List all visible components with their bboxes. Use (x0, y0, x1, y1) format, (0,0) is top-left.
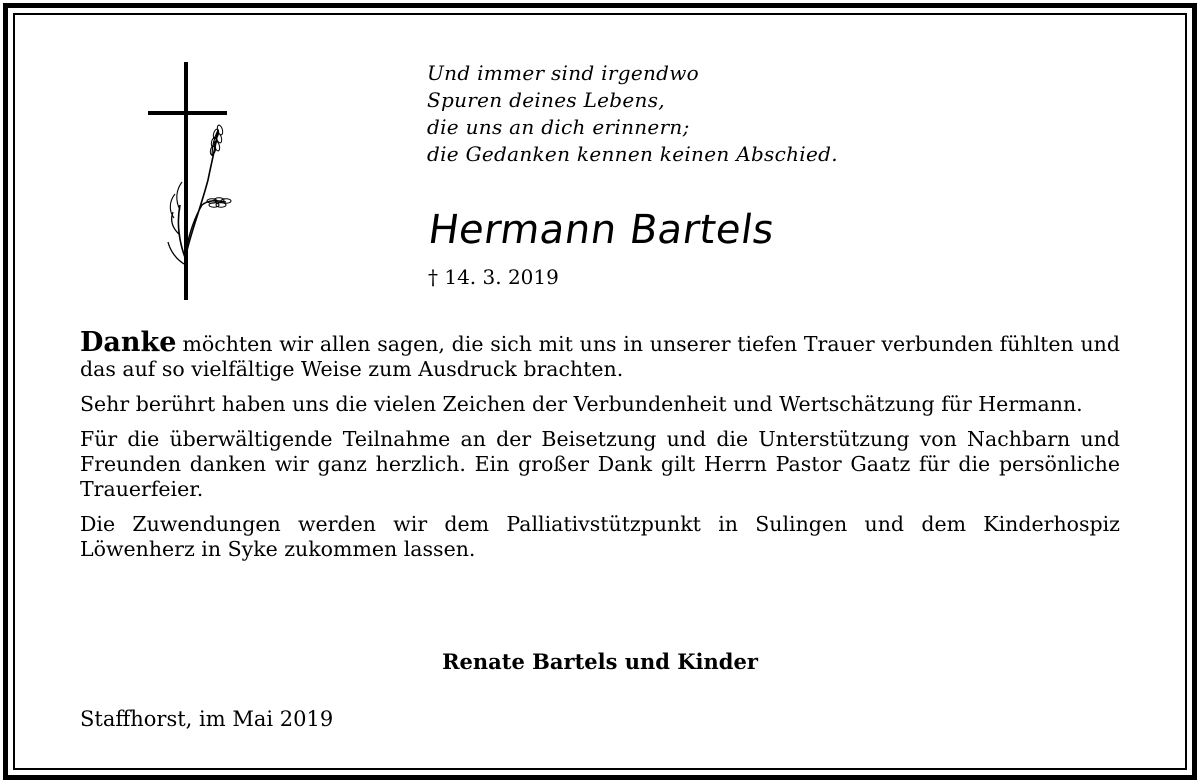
signature: Renate Bartels und Kinder (442, 649, 758, 674)
place-and-date: Staffhorst, im Mai 2019 (80, 707, 334, 731)
paragraph-1 (80, 327, 1120, 382)
paragraph-4: Die Zuwendungen werden wir dem Palliativstützpunkt in Sulingen und dem Kinderhospiz Löwenherz in Syke zukommen lassen. (80, 512, 1120, 561)
verse-line: Und immer sind irgendwo (427, 61, 700, 85)
verse-line: Spuren deines Lebens, (427, 88, 665, 112)
verse-line: die uns an dich erinnern; (427, 115, 690, 139)
paragraph-1-text: möchten wir allen sagen, die sich mit uns in unserer tiefen Trauer verbunden fühlten und das auf so vielfältige Weise zum Ausdruck brachten. (80, 332, 1120, 381)
cross-with-wheat-icon (140, 60, 240, 302)
danke-word: Danke (80, 327, 177, 358)
death-date: † 14. 3. 2019 (428, 265, 559, 289)
thank-you-text (80, 327, 1120, 572)
paragraph-2: Sehr berührt haben uns die vielen Zeichen der Verbundenheit und Wertschätzung für Hermann. (80, 392, 1083, 416)
deceased-name: Hermann Bartels (425, 207, 778, 253)
paragraph-3: Für die überwältigende Teilnahme an der Beisetzung und die Unterstützung von Nachbarn und Freunden danken wir ganz herzlich. Ein großer Dank gilt Herrn Pastor Gaatz für die persönliche Trauerfeier. (80, 427, 1120, 501)
verse-line: die Gedanken kennen keinen Abschied. (427, 142, 838, 166)
memorial-verse (427, 60, 1027, 168)
